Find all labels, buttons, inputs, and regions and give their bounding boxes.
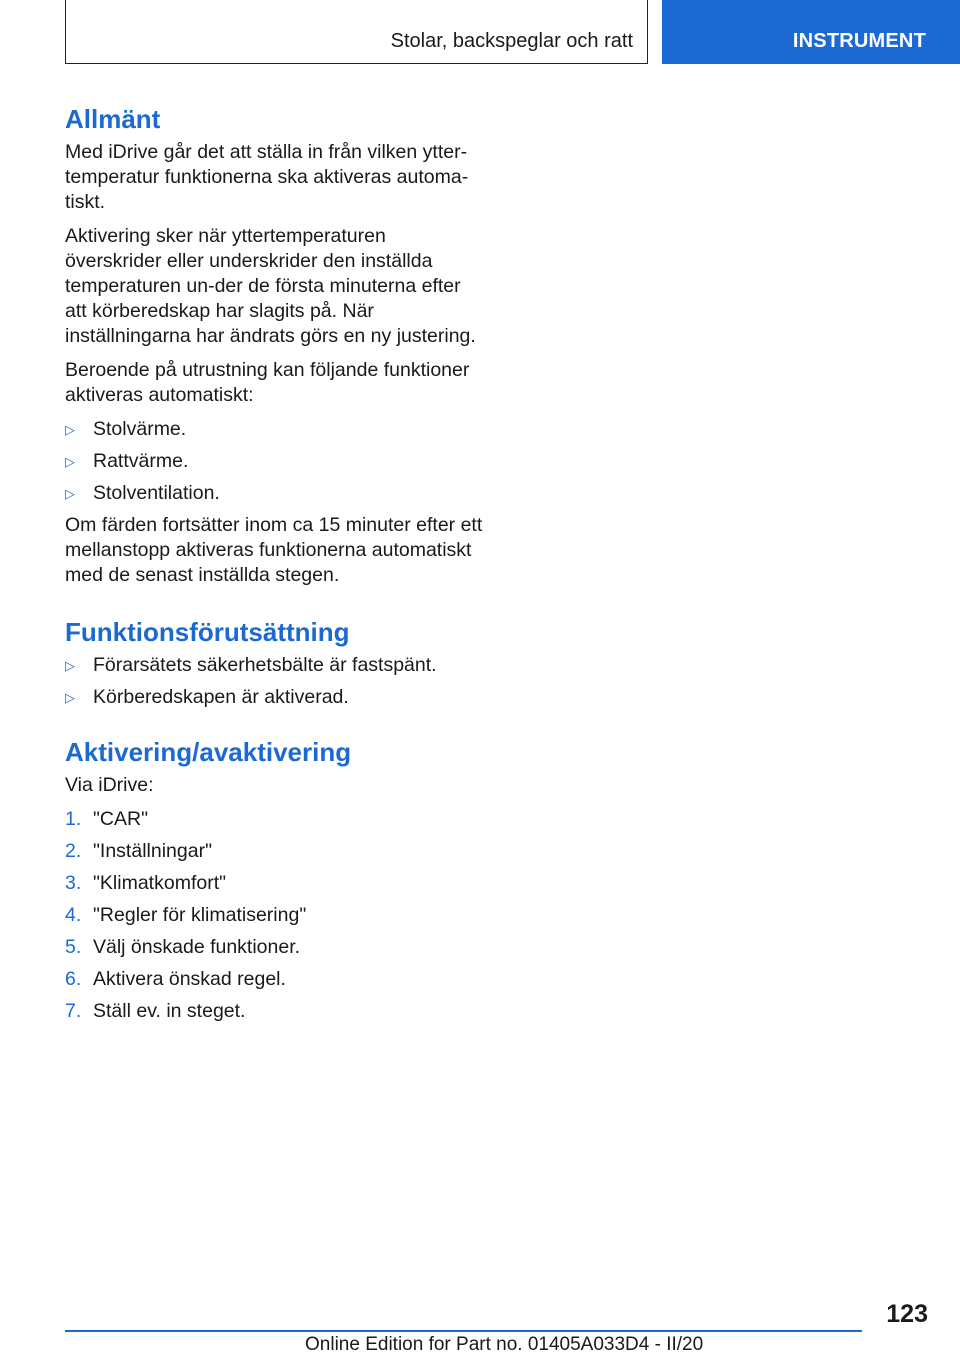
step-number: 4. <box>65 904 82 926</box>
bullet-triangle-icon: ▷ <box>65 454 75 469</box>
bullet-triangle-icon: ▷ <box>65 658 75 673</box>
list-item: ▷ Stolvärme. <box>65 418 187 440</box>
list-item: ▷ Stolventilation. <box>65 482 220 504</box>
header-section-title: INSTRUMENT <box>792 30 926 52</box>
header-chapter-box <box>65 0 648 64</box>
bullet-triangle-icon: ▷ <box>65 422 75 437</box>
step-number: 2. <box>65 840 82 862</box>
step-item: 3. "Klimatkomfort" <box>65 872 227 894</box>
paragraph: Om färden fortsätter inom ca 15 minuter efter ett mellanstopp aktiveras funktionerna automatiskt med de senast inställda stegen. <box>65 514 483 586</box>
header-section-tab <box>662 0 960 64</box>
step-item: 6. Aktivera önskad regel. <box>65 968 286 990</box>
bullet-triangle-icon: ▷ <box>65 690 75 705</box>
heading-general: Allmänt <box>65 104 161 134</box>
paragraph: Via iDrive: <box>65 774 154 796</box>
page-content <box>65 98 485 1031</box>
step-number: 6. <box>65 968 82 990</box>
step-item: 5. Välj önskade funktioner. <box>65 936 301 958</box>
step-number: 7. <box>65 1000 82 1022</box>
paragraph: Beroende på utrustning kan följande funktioner aktiveras automatiskt: <box>65 359 470 406</box>
list-item: ▷ Rattvärme. <box>65 450 189 472</box>
step-number: 1. <box>65 808 82 830</box>
page-number: 123 <box>886 1300 928 1328</box>
list-item: ▷ Förarsätets säkerhetsbälte är fastspänt. <box>65 654 437 676</box>
header-chapter-title: Stolar, backspeglar och ratt <box>390 30 633 52</box>
heading-activation: Aktivering/avaktivering <box>65 737 352 767</box>
step-item: 1. "CAR" <box>65 808 149 830</box>
step-number: 3. <box>65 872 82 894</box>
list-item: ▷ Körberedskapen är aktiverad. <box>65 686 349 708</box>
footer-edition: Online Edition for Part no. 01405A033D4 - II/20 <box>305 1334 704 1355</box>
paragraph: Med iDrive går det att ställa in från vilken ytter-temperatur funktionerna ska aktiveras automa-tiskt. <box>65 141 469 213</box>
step-item: 2. "Inställningar" <box>65 840 212 862</box>
step-item: 4. "Regler för klimatisering" <box>65 904 307 926</box>
step-item: 7. Ställ ev. in steget. <box>65 1000 246 1022</box>
footer-divider <box>65 1330 862 1332</box>
heading-requirements: Funktionsförutsättning <box>65 617 350 647</box>
step-number: 5. <box>65 936 82 958</box>
paragraph: Aktivering sker när yttertemperaturen överskrider eller underskrider den inställda temperaturen un-der de första minuterna efter att körberedskap har slagits på. När inställningarna har ändrats görs en ny justering. <box>65 225 476 347</box>
bullet-triangle-icon: ▷ <box>65 486 75 501</box>
